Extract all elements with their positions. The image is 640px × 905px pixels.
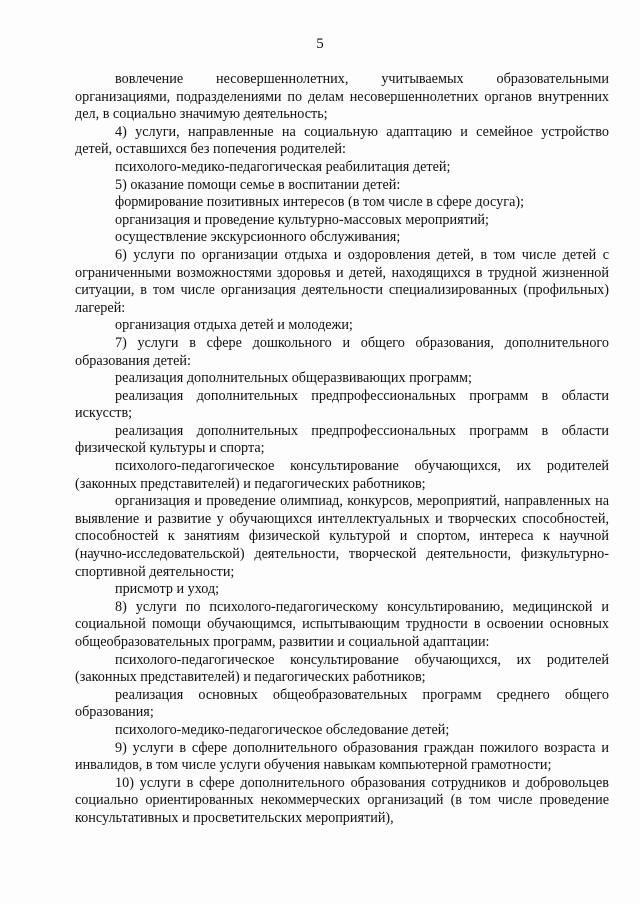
paragraph: реализация дополнительных предпрофессиональных программ в области физической культуры и спорта; bbox=[75, 422, 609, 457]
document-body bbox=[75, 71, 609, 828]
paragraph: 9) услуги в сфере дополнительного образования граждан пожилого возраста и инвалидов, в том числе услуги обучения навыкам компьютерной грамотности; bbox=[75, 739, 609, 774]
paragraph: 10) услуги в сфере дополнительного образования сотрудников и добровольцев социально ориентированных некоммерческих организаций (в том числе проведение консультативных и просветительских мероприятий), bbox=[75, 774, 609, 826]
paragraph: реализация дополнительных общеразвивающих программ; bbox=[115, 370, 472, 387]
paragraph: 6) услуги по организации отдыха и оздоровления детей, в том числе детей с ограниченными возможностями здоровья и детей, находящихся в трудной жизненной ситуации, в том числе организация деятельности специализированных (профильных) лагерей: bbox=[75, 246, 609, 316]
paragraph: психолого-педагогическое консультирование обучающихся, их родителей (законных представителей) и педагогических работников; bbox=[75, 651, 609, 686]
paragraph: 8) услуги по психолого-педагогическому консультированию, медицинской и социальной помощи обучающимся, испытывающим трудности в освоении основных общеобразовательных программ, развитии и социальной адаптации: bbox=[75, 598, 609, 650]
paragraph: психолого-медико-педагогическое обследование детей; bbox=[115, 721, 450, 738]
paragraph: психолого-медико-педагогическая реабилитация детей; bbox=[115, 158, 451, 175]
paragraph: психолого-педагогическое консультирование обучающихся, их родителей (законных представителей) и педагогических работников; bbox=[75, 458, 609, 492]
paragraph: 7) услуги в сфере дошкольного и общего образования, дополнительного образования детей: bbox=[75, 334, 609, 369]
paragraph: организация и проведение олимпиад, конкурсов, мероприятий, направленных на выявление и развитие у обучающихся интеллектуальных и творческих способностей, способностей к занятиям физической культурой и спортом, интереса к научной (научно-исследовательской) деятельности, творческой деятельности, физкультурно-спортивной деятельности; bbox=[75, 493, 609, 580]
paragraph: вовлечение несовершеннолетних, учитываемых образовательными организациями, подразделениями по делам несовершеннолетних органов внутренних дел, в социально значимую деятельность; bbox=[75, 71, 609, 123]
paragraph: осуществление экскурсионного обслуживания; bbox=[115, 229, 401, 246]
paragraph: 5) оказание помощи семье в воспитании детей: bbox=[115, 176, 401, 193]
paragraph: организация отдыха детей и молодежи; bbox=[115, 317, 353, 334]
paragraph: организация и проведение культурно-массовых мероприятий; bbox=[115, 211, 489, 228]
paragraph: реализация дополнительных предпрофессиональных программ в области искусств; bbox=[75, 387, 609, 422]
paragraph: 4) услуги, направленные на социальную адаптацию и семейное устройство детей, оставшихся без попечения родителей: bbox=[75, 123, 609, 158]
page-number: 5 bbox=[316, 36, 324, 52]
paragraph: формирование позитивных интересов (в том числе в сфере досуга); bbox=[115, 194, 525, 211]
paragraph: реализация основных общеобразовательных программ среднего общего образования; bbox=[75, 686, 609, 721]
paragraph: присмотр и уход; bbox=[115, 581, 220, 598]
